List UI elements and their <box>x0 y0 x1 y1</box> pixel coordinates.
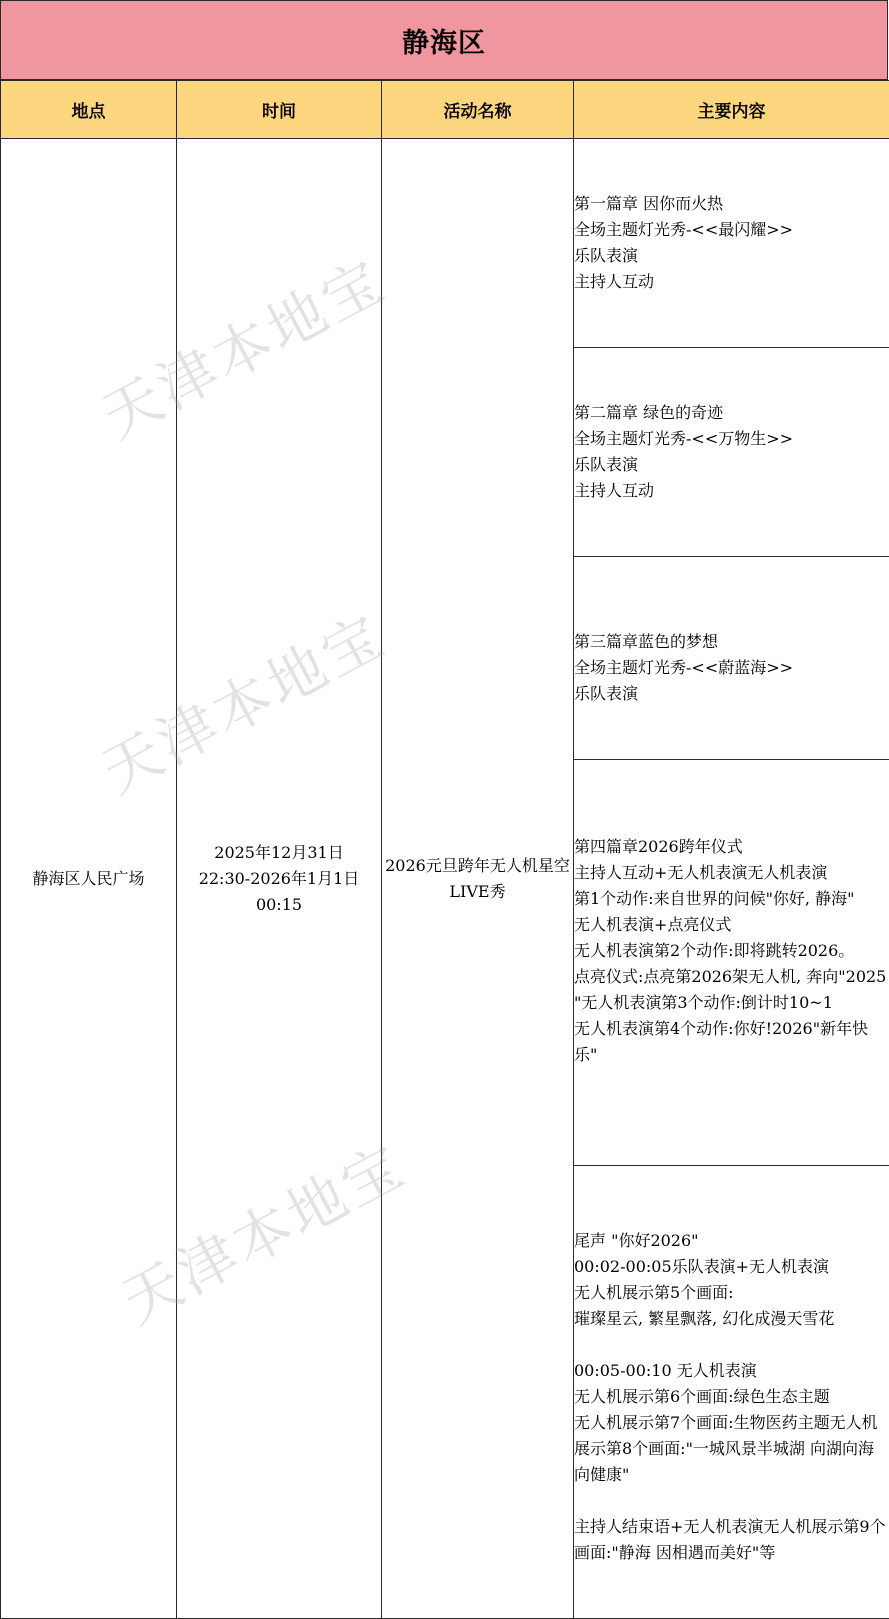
section-2-text: 第二篇章 绿色的奇迹 全场主题灯光秀-<<万物生>> 乐队表演 主持人互动 <box>574 400 889 504</box>
district-title: 静海区 <box>0 0 888 80</box>
watermark-top: 天津本地宝 <box>85 234 398 454</box>
content-section-3 <box>574 557 889 760</box>
header-row <box>1 81 889 139</box>
section-3-text: 第三篇章蓝色的梦想 全场主题灯光秀-<<蔚蓝海>> 乐队表演 <box>574 629 889 707</box>
time-range: 22:30-2026年1月1日 <box>177 866 381 892</box>
activity-cell <box>382 139 574 1619</box>
location-cell <box>1 139 177 1619</box>
watermark-middle: 天津本地宝 <box>85 589 398 809</box>
header-time: 时间 <box>177 81 382 139</box>
header-content: 主要内容 <box>574 81 889 139</box>
schedule-table <box>0 80 889 1619</box>
table-row <box>1 139 889 348</box>
time-cell <box>177 139 382 1619</box>
content-section-2 <box>574 348 889 557</box>
content-section-1 <box>574 139 889 348</box>
time-date-start: 2025年12月31日 <box>177 840 381 866</box>
watermark-bottom: 天津本地宝 <box>105 1119 418 1339</box>
header-activity: 活动名称 <box>382 81 574 139</box>
location-text: 静海区人民广场 <box>32 869 144 888</box>
activity-name: 2026元旦跨年无人机星空LIVE秀 <box>385 856 570 901</box>
content-section-5 <box>574 1166 889 1619</box>
content-section-4 <box>574 760 889 1166</box>
header-location: 地点 <box>1 81 177 139</box>
time-end: 00:15 <box>177 892 381 918</box>
section-1-text: 第一篇章 因你而火热 全场主题灯光秀-<<最闪耀>> 乐队表演 主持人互动 <box>574 191 889 295</box>
section-5-text: 尾声 "你好2026" 00:02-00:05乐队表演+无人机表演 无人机展示第5个画面: 璀璨星云, 繁星飘落, 幻化成漫天雪花 00:05-00:10 无人机表演 无人机展示第6个画面:绿色生态主题 无人机展示第7个画面:生物医药主题无人机展示第8个画面:"一城风景半城湖 向湖向海向健康" 主持人结束语+无人机表演无人机展示第9个画面:"静海 因相遇而美好"等 <box>574 1228 889 1566</box>
section-4-text: 第四篇章2026跨年仪式 主持人互动+无人机表演无人机表演 第1个动作:来自世界的问候"你好, 静海" 无人机表演+点亮仪式 无人机表演第2个动作:即将跳转2026。 点亮仪式:点亮第2026架无人机, 奔向"2025 "无人机表演第3个动作:倒计时10~1 无人机表演第4个动作:你好!2026"新年快乐" <box>574 834 889 1068</box>
